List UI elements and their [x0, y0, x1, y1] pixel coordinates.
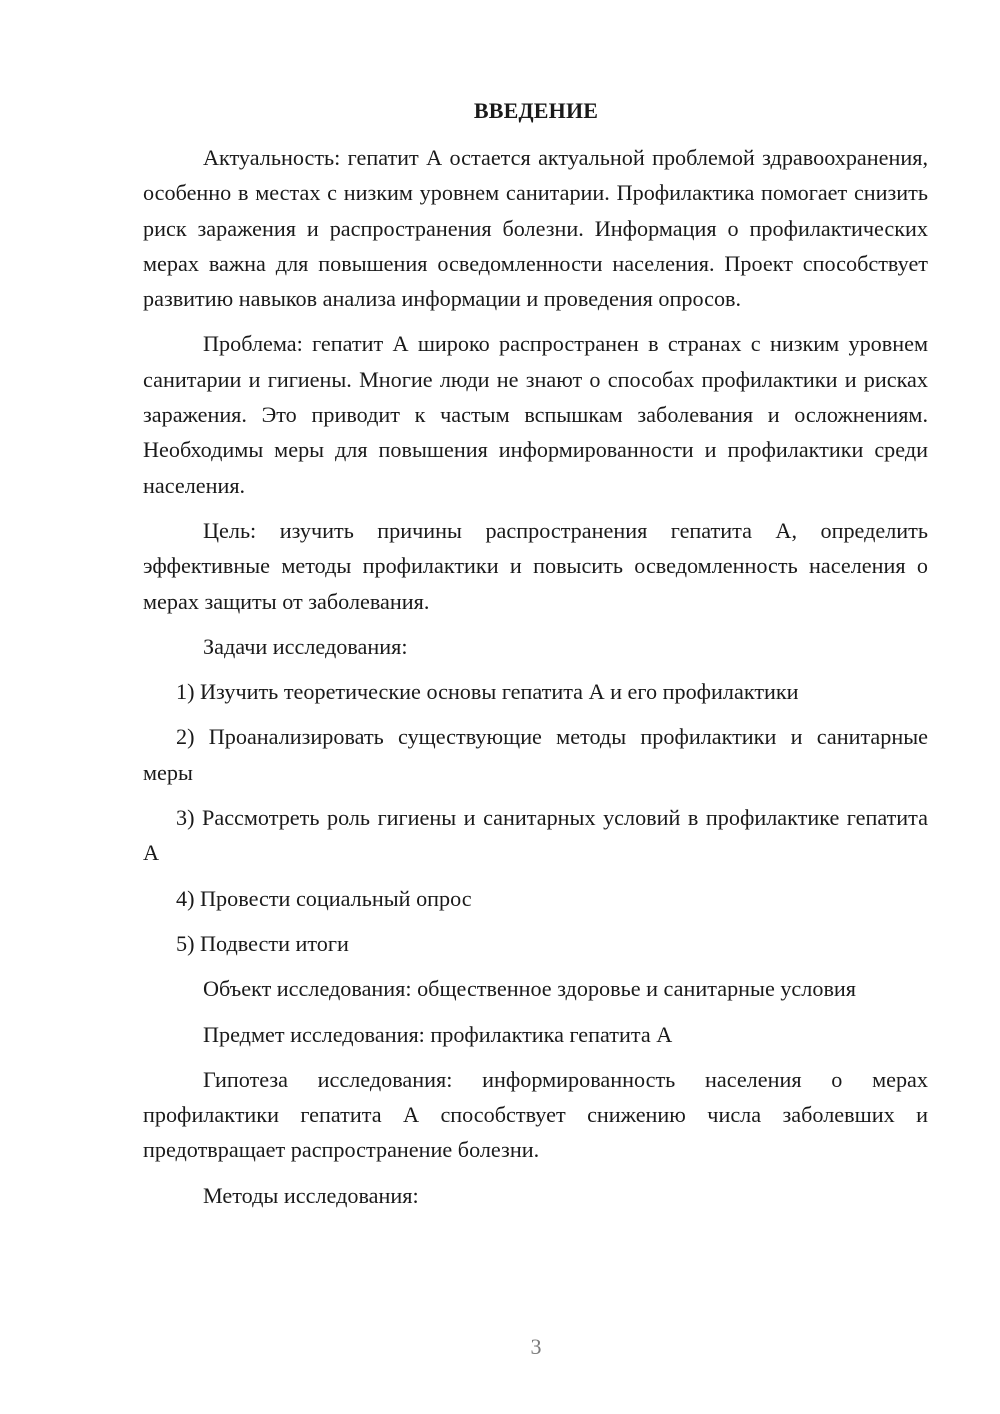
document-body	[143, 140, 928, 1223]
task-item-1: 1) Изучить теоретические основы гепатита А и его профилактики	[176, 679, 799, 705]
task-item-3: 3) Рассмотреть роль гигиены и санитарных условий в профилактике гепатита А	[143, 805, 928, 866]
paragraph-goal: Цель: изучить причины распространения гепатита А, определить эффективные методы профилактики и повысить осведомленность населения о мерах защиты от заболевания.	[143, 517, 928, 614]
paragraph-subject: Предмет исследования: профилактика гепатита А	[203, 1021, 673, 1047]
task-item-2: 2) Проанализировать существующие методы профилактики и санитарные меры	[143, 724, 928, 785]
page-title: ВВЕДЕНИЕ	[473, 98, 599, 123]
tasks-heading: Задачи исследования:	[203, 633, 408, 659]
task-item-5: 5) Подвести итоги	[176, 930, 349, 956]
paragraph-hypothesis: Гипотеза исследования: информированность населения о мерах профилактики гепатита А способствует снижению числа заболевших и предотвращает распространение болезни.	[143, 1066, 928, 1163]
paragraph-object: Объект исследования: общественное здоровье и санитарные условия	[203, 976, 857, 1002]
task-item-4: 4) Провести социальный опрос	[176, 885, 472, 911]
paragraph-problem: Проблема: гепатит А широко распространен в странах с низким уровнем санитарии и гигиены. Многие люди не знают о способах профилактики и рисках заражения. Это приводит к частым вспышкам заболевания и осложнениям. Необходимы меры для повышения информированности и профилактики среди населения.	[143, 331, 928, 498]
page-number: 3	[530, 1334, 542, 1359]
methods-heading: Методы исследования:	[203, 1182, 419, 1208]
paragraph-relevance: Актуальность: гепатит А остается актуальной проблемой здравоохранения, особенно в местах с низким уровнем санитарии. Профилактика помогает снизить риск заражения и распространения болезни. Информация о профилактических мерах важна для повышения осведомленности населения. Проект способствует развитию навыков анализа информации и проведения опросов.	[143, 145, 928, 312]
